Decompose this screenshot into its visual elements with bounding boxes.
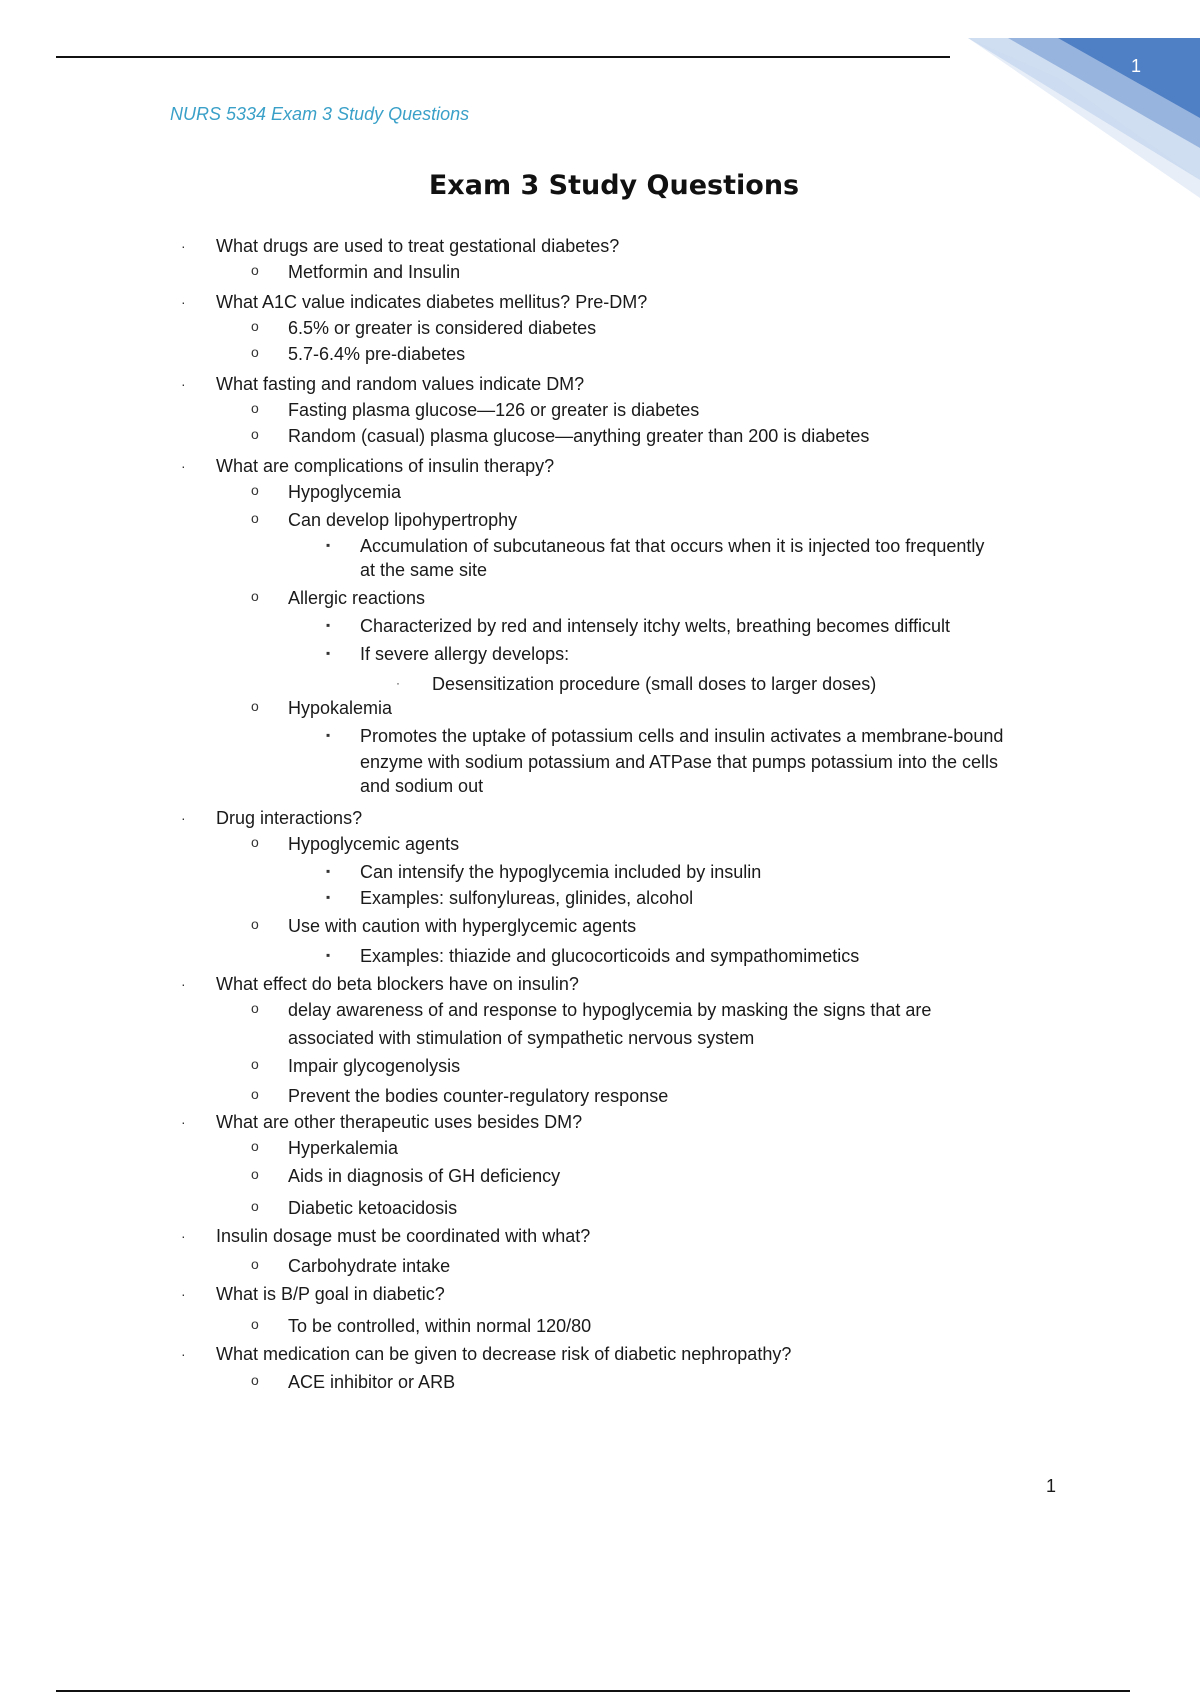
question-item: What drugs are used to treat gestational diabetes? [216, 236, 620, 256]
bullet-icon: ▪ [326, 538, 331, 552]
answer-item: 6.5% or greater is considered diabetes [288, 318, 597, 338]
bullet-icon: o [251, 1000, 259, 1016]
footer-rule [56, 1690, 1130, 1692]
answer-item: 5.7-6.4% pre-diabetes [288, 344, 466, 364]
answer-item: Fasting plasma glucose—126 or greater is diabetes [288, 400, 700, 420]
page-title: Exam 3 Study Questions [428, 170, 800, 201]
bullet-icon: o [251, 834, 259, 850]
answer-item: Aids in diagnosis of GH deficiency [288, 1166, 561, 1186]
bullet-icon: · [396, 676, 400, 690]
corner-page-number: 1 [1130, 56, 1141, 76]
question-item: What effect do beta blockers have on insulin? [216, 974, 579, 994]
page-number: 1 [1046, 1476, 1057, 1496]
answer-item: Carbohydrate intake [288, 1256, 451, 1276]
bullet-icon: · [181, 1114, 186, 1130]
bullet-icon: o [251, 1316, 259, 1332]
bullet-icon: o [251, 588, 259, 604]
bullet-icon: o [251, 510, 259, 526]
answer-item: Accumulation of subcutaneous fat that occurs when it is injected too frequently [360, 536, 985, 556]
question-item: What A1C value indicates diabetes mellitus? Pre-DM? [216, 292, 648, 312]
answer-item: Allergic reactions [288, 588, 426, 608]
bullet-icon: o [251, 262, 259, 278]
bullet-icon: o [251, 400, 259, 416]
bullet-icon: · [181, 976, 186, 992]
answer-item: and sodium out [360, 776, 484, 796]
question-item: What are complications of insulin therapy? [216, 456, 555, 476]
bullet-icon: · [181, 810, 186, 826]
question-item: What fasting and random values indicate DM? [216, 374, 585, 394]
question-item: What is B/P goal in diabetic? [216, 1284, 445, 1304]
answer-item: To be controlled, within normal 120/80 [288, 1316, 592, 1336]
answer-item: Examples: thiazide and glucocorticoids and sympathomimetics [360, 946, 860, 966]
question-item: Drug interactions? [216, 808, 363, 828]
bullet-icon: o [251, 1372, 259, 1388]
answer-item: delay awareness of and response to hypoglycemia by masking the signs that are [288, 1000, 932, 1020]
bullet-icon: ▪ [326, 618, 331, 632]
bullet-icon: o [251, 698, 259, 714]
bullet-icon: o [251, 1138, 259, 1154]
question-item: What medication can be given to decrease risk of diabetic nephropathy? [216, 1344, 792, 1364]
answer-item: Can intensify the hypoglycemia included by insulin [360, 862, 762, 882]
answer-item: Impair glycogenolysis [288, 1056, 461, 1076]
bullet-icon: · [181, 294, 186, 310]
bullet-icon: o [251, 1166, 259, 1182]
answer-item: Metformin and Insulin [288, 262, 461, 282]
answer-item: ACE inhibitor or ARB [288, 1372, 456, 1392]
answer-item: Hypoglycemic agents [288, 834, 460, 854]
answer-item: Can develop lipohypertrophy [288, 510, 518, 530]
answer-item: associated with stimulation of sympathetic nervous system [288, 1028, 755, 1048]
answer-item: Examples: sulfonylureas, glinides, alcohol [360, 888, 694, 908]
bullet-icon: · [181, 458, 186, 474]
answer-item: Prevent the bodies counter-regulatory response [288, 1086, 669, 1106]
bullet-icon: · [181, 238, 186, 254]
question-item: What are other therapeutic uses besides DM? [216, 1112, 583, 1132]
bullet-icon: ▪ [326, 890, 331, 904]
bullet-icon: o [251, 1086, 259, 1102]
bullet-icon: o [251, 318, 259, 334]
answer-item: enzyme with sodium potassium and ATPase that pumps potassium into the cells [360, 752, 998, 772]
bullet-icon: o [251, 916, 259, 932]
bullet-icon: o [251, 1256, 259, 1272]
answer-item: Use with caution with hyperglycemic agents [288, 916, 637, 936]
bullet-icon: o [251, 344, 259, 360]
answer-item: at the same site [360, 560, 488, 580]
bullet-icon: · [181, 1286, 186, 1302]
bullet-icon: o [251, 426, 259, 442]
answer-item: Hyperkalemia [288, 1138, 399, 1158]
bullet-icon: ▪ [326, 646, 331, 660]
answer-item: Desensitization procedure (small doses to larger doses) [432, 674, 877, 694]
answer-item: Characterized by red and intensely itchy welts, breathing becomes difficult [360, 616, 950, 636]
bullet-icon: o [251, 482, 259, 498]
bullet-icon: ▪ [326, 864, 331, 878]
bullet-icon: · [181, 1346, 186, 1362]
question-item: Insulin dosage must be coordinated with what? [216, 1226, 591, 1246]
bullet-icon: · [181, 376, 186, 392]
bullet-icon: · [181, 1228, 186, 1244]
bullet-icon: ▪ [326, 948, 331, 962]
bullet-icon: o [251, 1056, 259, 1072]
bullet-icon: o [251, 1198, 259, 1214]
answer-item: Diabetic ketoacidosis [288, 1198, 458, 1218]
bullet-icon: ▪ [326, 728, 331, 742]
answer-item: Hypokalemia [288, 698, 393, 718]
running-header: NURS 5334 Exam 3 Study Questions [170, 104, 470, 124]
answer-item: Random (casual) plasma glucose—anything greater than 200 is diabetes [288, 426, 870, 446]
answer-item: Hypoglycemia [288, 482, 402, 502]
answer-item: Promotes the uptake of potassium cells and insulin activates a membrane-bound [360, 726, 1004, 746]
answer-item: If severe allergy develops: [360, 644, 570, 664]
